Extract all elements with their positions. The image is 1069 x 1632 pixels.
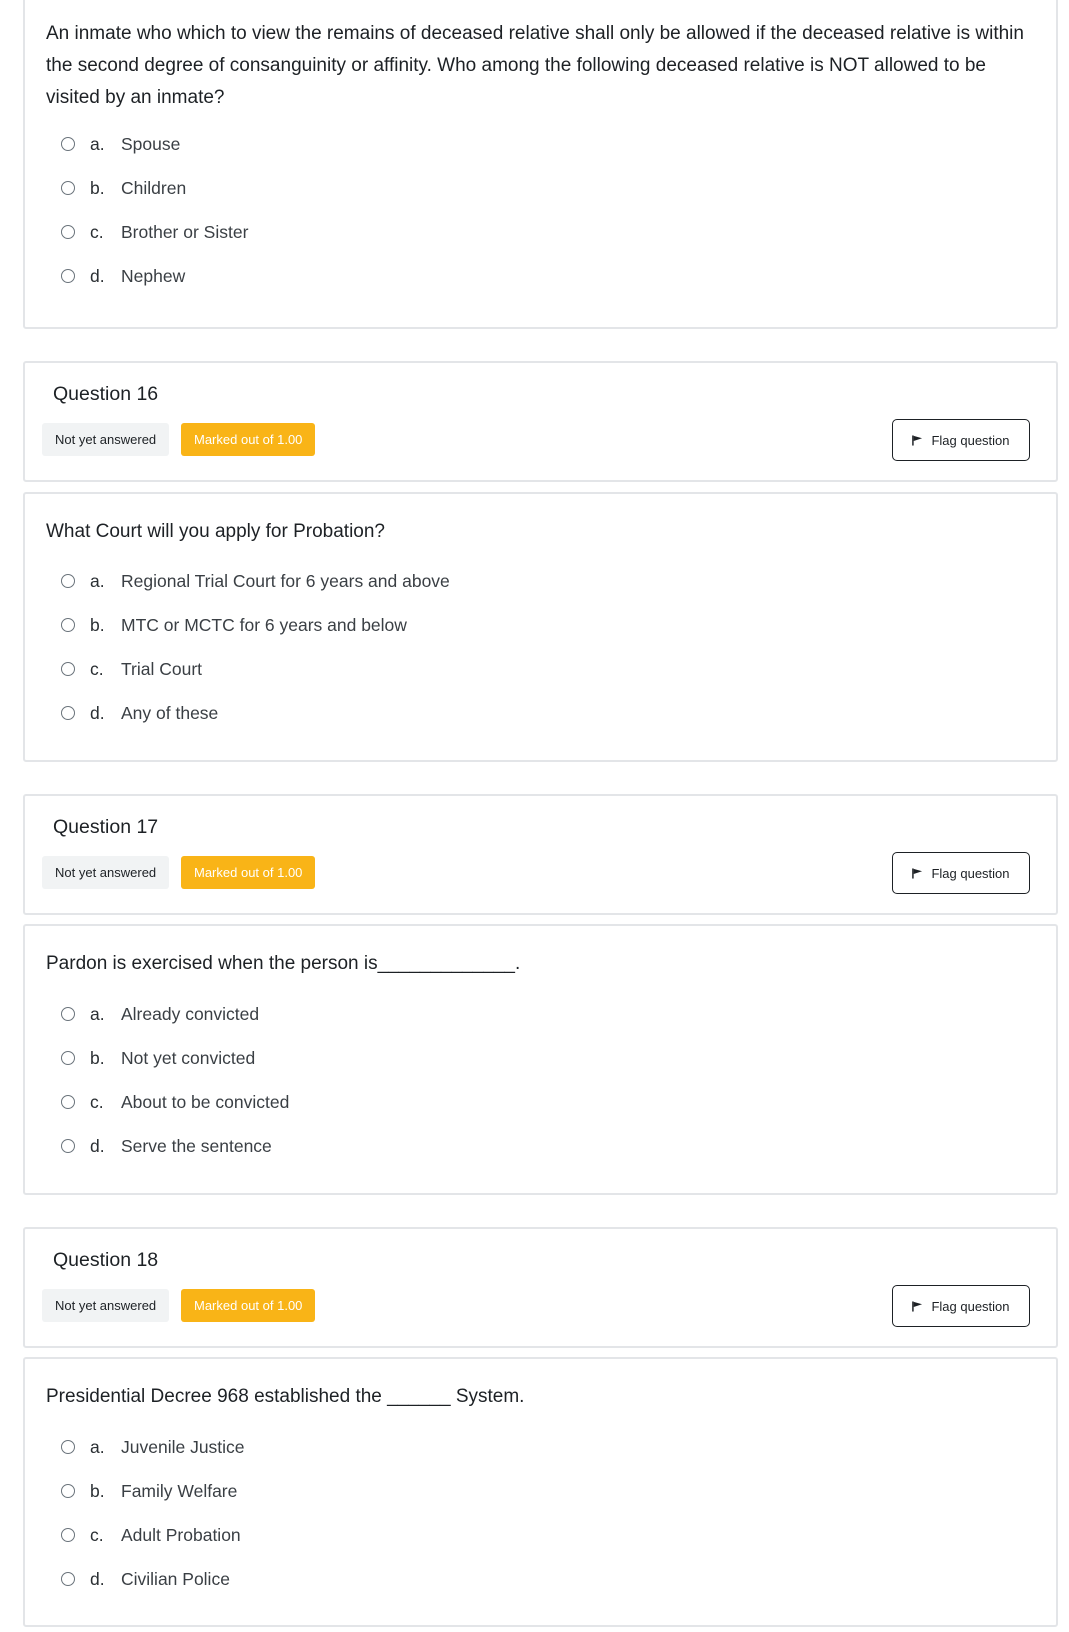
option-letter: b. bbox=[90, 177, 105, 198]
option-label: Nephew bbox=[121, 265, 186, 286]
option-label: Juvenile Justice bbox=[121, 1436, 245, 1457]
question-text: Presidential Decree 968 established the ______ System. bbox=[46, 1386, 525, 1407]
option-label: Any of these bbox=[121, 702, 219, 723]
radio-button[interactable] bbox=[61, 706, 75, 720]
option-letter: a. bbox=[90, 1436, 105, 1457]
option-letter: a. bbox=[90, 570, 105, 591]
flag-question-button[interactable] bbox=[892, 1285, 1030, 1327]
option-label: Not yet convicted bbox=[121, 1047, 256, 1068]
radio-button[interactable] bbox=[61, 574, 75, 588]
option-b[interactable] bbox=[61, 1044, 255, 1072]
radio-button[interactable] bbox=[61, 1440, 75, 1454]
question-title: Question 18 bbox=[53, 1249, 159, 1271]
option-letter: b. bbox=[90, 1480, 105, 1501]
status-badge: Not yet answered bbox=[42, 1289, 169, 1322]
radio-button[interactable] bbox=[61, 618, 75, 632]
option-label: Trial Court bbox=[121, 658, 203, 679]
mark-badge: Marked out of 1.00 bbox=[181, 856, 315, 889]
option-letter: b. bbox=[90, 1047, 105, 1068]
radio-button[interactable] bbox=[61, 1528, 75, 1542]
status-badge: Not yet answered bbox=[42, 856, 169, 889]
radio-button[interactable] bbox=[61, 137, 75, 151]
option-letter: c. bbox=[90, 1524, 104, 1545]
option-d[interactable] bbox=[61, 1132, 272, 1160]
flag-label: Flag question bbox=[931, 1298, 1010, 1314]
option-letter: d. bbox=[90, 1135, 105, 1156]
flag-label: Flag question bbox=[931, 432, 1010, 448]
option-c[interactable] bbox=[61, 655, 202, 683]
question-title: Question 16 bbox=[53, 383, 159, 405]
flag-icon bbox=[912, 868, 923, 879]
question-15-content bbox=[23, 0, 1058, 329]
question-17-info bbox=[23, 794, 1058, 915]
option-a[interactable] bbox=[61, 130, 180, 158]
radio-button[interactable] bbox=[61, 1484, 75, 1498]
option-a[interactable] bbox=[61, 1433, 245, 1461]
question-text: What Court will you apply for Probation? bbox=[46, 521, 385, 542]
option-d[interactable] bbox=[61, 699, 218, 727]
mark-badge: Marked out of 1.00 bbox=[181, 423, 315, 456]
flag-label: Flag question bbox=[931, 865, 1010, 881]
radio-button[interactable] bbox=[61, 181, 75, 195]
option-label: Brother or Sister bbox=[121, 221, 249, 242]
option-label: About to be convicted bbox=[121, 1091, 290, 1112]
option-label: Adult Probation bbox=[121, 1524, 241, 1545]
radio-button[interactable] bbox=[61, 662, 75, 676]
option-letter: c. bbox=[90, 658, 104, 679]
question-title: Question 17 bbox=[53, 816, 159, 838]
radio-button[interactable] bbox=[61, 1572, 75, 1586]
question-18-content bbox=[23, 1357, 1058, 1627]
radio-button[interactable] bbox=[61, 1051, 75, 1065]
option-letter: d. bbox=[90, 1568, 105, 1589]
option-a[interactable] bbox=[61, 1000, 259, 1028]
radio-button[interactable] bbox=[61, 269, 75, 283]
option-b[interactable] bbox=[61, 1477, 237, 1505]
mark-badge: Marked out of 1.00 bbox=[181, 1289, 315, 1322]
option-label: Already convicted bbox=[121, 1003, 260, 1024]
option-b[interactable] bbox=[61, 174, 186, 202]
option-letter: d. bbox=[90, 265, 105, 286]
question-17-content bbox=[23, 924, 1058, 1195]
option-c[interactable] bbox=[61, 1088, 289, 1116]
option-label: Regional Trial Court for 6 years and above bbox=[121, 570, 450, 591]
question-text: An inmate who which to view the remains of deceased relative shall only be allowed if the deceased relative is within the second degree of consanguinity or affinity. Who among the following deceased relative is NOT allowed to be visited by an inmate? bbox=[46, 23, 1024, 108]
option-letter: c. bbox=[90, 1091, 104, 1112]
option-label: Spouse bbox=[121, 133, 181, 154]
radio-button[interactable] bbox=[61, 1139, 75, 1153]
radio-button[interactable] bbox=[61, 225, 75, 239]
option-letter: a. bbox=[90, 1003, 105, 1024]
question-16-content bbox=[23, 492, 1058, 762]
flag-question-button[interactable] bbox=[892, 852, 1030, 894]
status-badge: Not yet answered bbox=[42, 423, 169, 456]
option-label: MTC or MCTC for 6 years and below bbox=[121, 614, 407, 635]
question-18-info bbox=[23, 1227, 1058, 1348]
option-a[interactable] bbox=[61, 567, 450, 595]
option-label: Civilian Police bbox=[121, 1568, 230, 1589]
flag-icon bbox=[912, 435, 923, 446]
radio-button[interactable] bbox=[61, 1007, 75, 1021]
option-letter: b. bbox=[90, 614, 105, 635]
option-label: Children bbox=[121, 177, 187, 198]
option-label: Family Welfare bbox=[121, 1480, 238, 1501]
radio-button[interactable] bbox=[61, 1095, 75, 1109]
question-text: Pardon is exercised when the person is_____________. bbox=[46, 953, 521, 974]
option-d[interactable] bbox=[61, 1565, 230, 1593]
question-16-info bbox=[23, 361, 1058, 482]
option-d[interactable] bbox=[61, 262, 185, 290]
option-c[interactable] bbox=[61, 218, 248, 246]
option-b[interactable] bbox=[61, 611, 407, 639]
flag-icon bbox=[912, 1301, 923, 1312]
option-label: Serve the sentence bbox=[121, 1135, 272, 1156]
option-c[interactable] bbox=[61, 1521, 241, 1549]
option-letter: d. bbox=[90, 702, 105, 723]
flag-question-button[interactable] bbox=[892, 419, 1030, 461]
option-letter: c. bbox=[90, 221, 104, 242]
option-letter: a. bbox=[90, 133, 105, 154]
